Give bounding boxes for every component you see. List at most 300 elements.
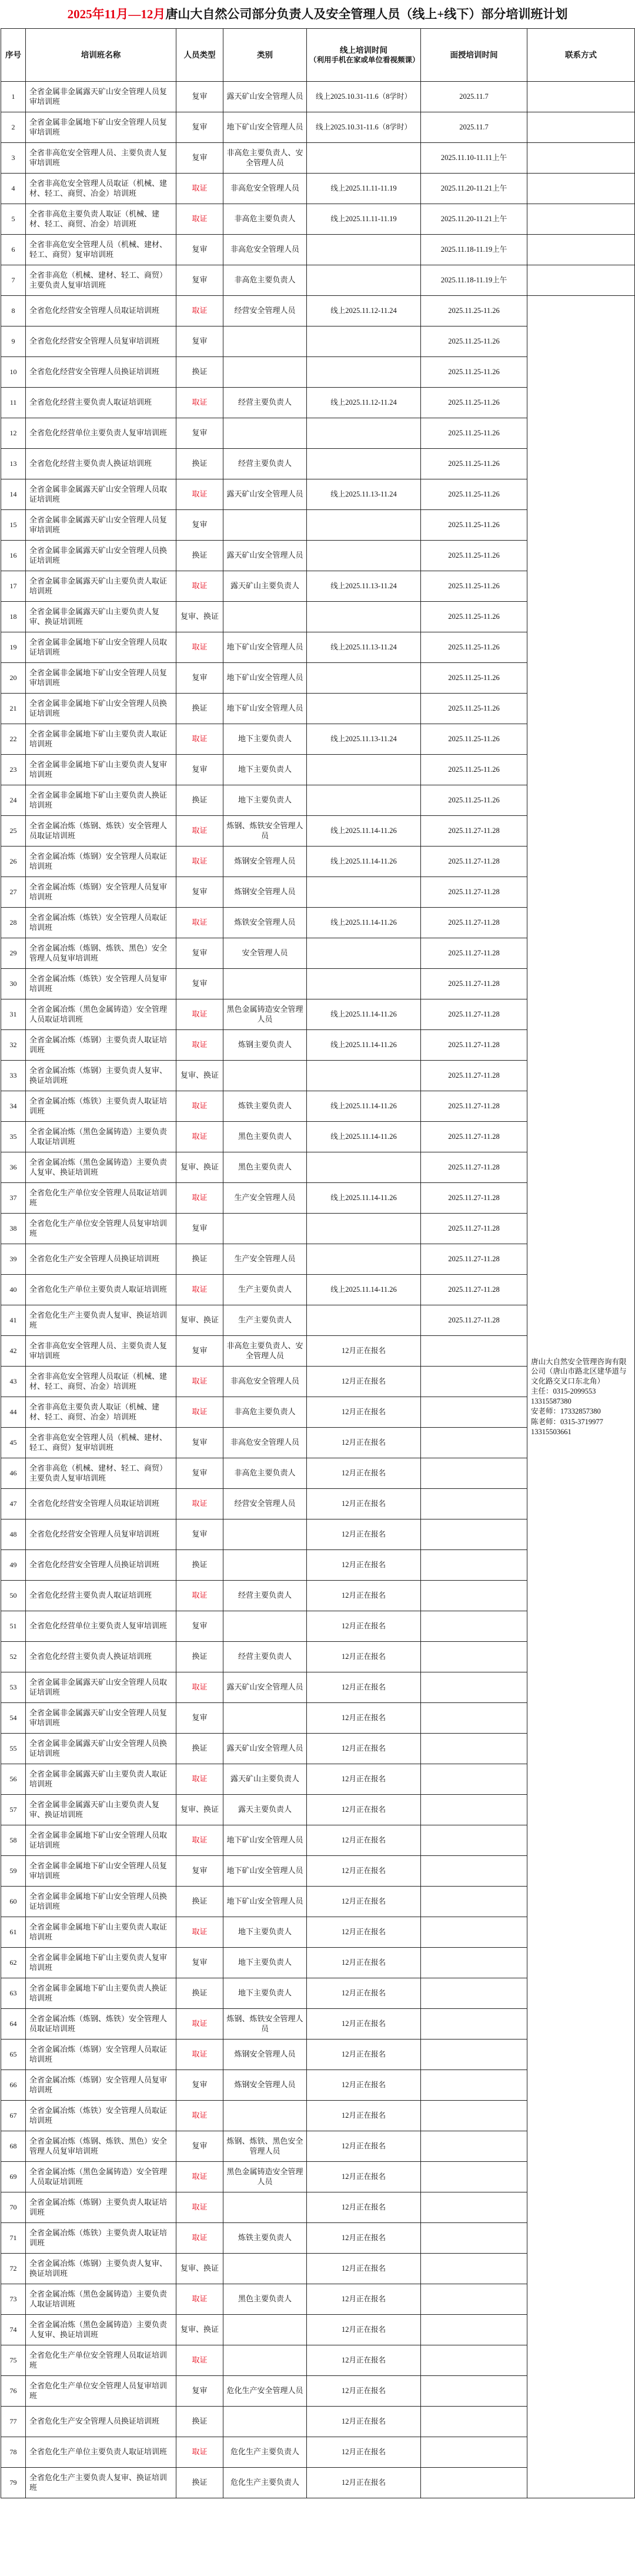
course-name: 全省危化生产主要负责人复审、换证培训班 — [26, 1305, 176, 1336]
course-name: 全省危化生产单位安全管理人员取证培训班 — [26, 2345, 176, 2376]
category-cell: 地下矿山安全管理人员 — [223, 1825, 307, 1856]
category-cell: 黑色主要负责人 — [223, 1152, 307, 1183]
face-to-face-time — [421, 1764, 527, 1795]
online-training-time: 线上2025.11.14-11.26 — [307, 908, 421, 938]
course-name: 全省金属非金属露天矿山安全管理人员复审培训班 — [26, 82, 176, 112]
online-training-time: 12月正在报名 — [307, 2009, 421, 2040]
online-training-time: 12月正在报名 — [307, 2468, 421, 2498]
row-number: 33 — [1, 1061, 26, 1091]
face-to-face-time: 2025.11.25-11.26 — [421, 449, 527, 479]
person-type: 复审 — [176, 1458, 223, 1489]
category-cell — [223, 1061, 307, 1091]
person-type: 取证 — [176, 1764, 223, 1795]
person-type: 换证 — [176, 694, 223, 724]
row-number: 3 — [1, 143, 26, 174]
person-type: 取证 — [176, 1581, 223, 1611]
online-training-time: 线上2025.11.11-11.19 — [307, 174, 421, 204]
course-name: 全省金属非金属地下矿山安全管理人员复审培训班 — [26, 112, 176, 143]
online-training-time: 线上2025.11.13-11.24 — [307, 724, 421, 755]
person-type: 复审 — [176, 938, 223, 969]
person-type: 取证 — [176, 1183, 223, 1214]
online-training-time — [307, 1061, 421, 1091]
face-to-face-time — [421, 1795, 527, 1825]
face-to-face-time — [421, 2162, 527, 2192]
course-name: 全省非高危（机械、建材、轻工、商贸）主要负责人复审培训班 — [26, 265, 176, 296]
online-training-time — [307, 1214, 421, 1244]
row-number: 74 — [1, 2315, 26, 2345]
course-name: 全省危化经营主要负责人换证培训班 — [26, 1642, 176, 1672]
online-training-time: 线上2025.11.14-11.26 — [307, 847, 421, 877]
person-type: 复审、换证 — [176, 1305, 223, 1336]
category-cell: 非高危安全管理人员 — [223, 1428, 307, 1458]
online-training-time — [307, 755, 421, 785]
row-number: 75 — [1, 2345, 26, 2376]
person-type: 取证 — [176, 2162, 223, 2192]
person-type: 复审 — [176, 1703, 223, 1734]
row-number: 58 — [1, 1825, 26, 1856]
online-training-time: 12月正在报名 — [307, 1764, 421, 1795]
online-training-time: 12月正在报名 — [307, 1703, 421, 1734]
category-cell: 经营主要负责人 — [223, 1581, 307, 1611]
online-training-time: 12月正在报名 — [307, 1519, 421, 1550]
row-number: 63 — [1, 1978, 26, 2009]
face-to-face-time: 2025.11.18-11.19上午 — [421, 235, 527, 265]
category-cell — [223, 1703, 307, 1734]
person-type: 复审 — [176, 510, 223, 541]
person-type: 取证 — [176, 1672, 223, 1703]
row-number: 16 — [1, 541, 26, 571]
person-type: 取证 — [176, 2009, 223, 2040]
course-name: 全省金属非金属露天矿山安全管理人员换证培训班 — [26, 541, 176, 571]
face-to-face-time: 2025.11.27-11.28 — [421, 816, 527, 847]
category-cell: 炼钢安全管理人员 — [223, 2070, 307, 2101]
course-name: 全省金属冶炼（炼钢）主要负责人复审、换证培训班 — [26, 2254, 176, 2284]
row-number: 22 — [1, 724, 26, 755]
row-number: 13 — [1, 449, 26, 479]
face-to-face-time: 2025.11.27-11.28 — [421, 1091, 527, 1122]
person-type: 复审 — [176, 1428, 223, 1458]
online-training-time: 线上2025.11.14-11.26 — [307, 1183, 421, 1214]
face-to-face-time: 2025.11.10-11.11上午 — [421, 143, 527, 174]
row-number: 65 — [1, 2040, 26, 2070]
person-type: 取证 — [176, 1917, 223, 1948]
online-training-time: 12月正在报名 — [307, 1428, 421, 1458]
face-to-face-time — [421, 1734, 527, 1764]
category-cell — [223, 357, 307, 388]
category-cell: 危化生产安全管理人员 — [223, 2376, 307, 2407]
course-name: 全省金属冶炼（炼钢、炼铁）安全管理人员取证培训班 — [26, 2009, 176, 2040]
face-to-face-time: 2025.11.27-11.28 — [421, 1275, 527, 1305]
course-name: 全省危化生产安全管理人员换证培训班 — [26, 1244, 176, 1275]
category-cell: 地下主要负责人 — [223, 1978, 307, 2009]
person-type: 复审 — [176, 1214, 223, 1244]
course-name: 全省金属冶炼（黑色金属铸造）主要负责人复审、换证培训班 — [26, 2315, 176, 2345]
category-cell: 地下矿山安全管理人员 — [223, 632, 307, 663]
category-cell: 经营主要负责人 — [223, 388, 307, 418]
person-type: 复审 — [176, 1336, 223, 1367]
face-to-face-time — [421, 2192, 527, 2223]
category-cell: 露天矿山安全管理人员 — [223, 479, 307, 510]
row-number: 40 — [1, 1275, 26, 1305]
row-number: 78 — [1, 2437, 26, 2468]
course-name: 全省金属非金属露天矿山主要负责人复审、换证培训班 — [26, 602, 176, 632]
face-to-face-time: 2025.11.25-11.26 — [421, 724, 527, 755]
online-training-time: 线上2025.11.11-11.19 — [307, 204, 421, 235]
table-row — [1, 112, 635, 143]
course-name: 全省危化经营单位主要负责人复审培训班 — [26, 1611, 176, 1642]
row-number: 37 — [1, 1183, 26, 1214]
person-type: 换证 — [176, 1244, 223, 1275]
category-cell: 炼铁安全管理人员 — [223, 908, 307, 938]
course-name: 全省金属非金属露天矿山安全管理人员取证培训班 — [26, 479, 176, 510]
row-number: 49 — [1, 1550, 26, 1581]
table-row — [1, 174, 635, 204]
person-type: 换证 — [176, 1734, 223, 1764]
course-name: 全省危化经营安全管理人员取证培训班 — [26, 296, 176, 326]
face-to-face-time — [421, 1978, 527, 2009]
course-name: 全省金属非金属露天矿山安全管理人员复审培训班 — [26, 1703, 176, 1734]
row-number: 47 — [1, 1489, 26, 1519]
online-training-time: 12月正在报名 — [307, 1397, 421, 1428]
row-number: 17 — [1, 571, 26, 602]
person-type: 换证 — [176, 1978, 223, 2009]
course-name: 全省金属冶炼（炼钢）主要负责人复审、换证培训班 — [26, 1061, 176, 1091]
course-name: 全省金属非金属地下矿山主要负责人取证培训班 — [26, 1917, 176, 1948]
person-type: 复审 — [176, 235, 223, 265]
face-to-face-time: 2025.11.25-11.26 — [421, 326, 527, 357]
face-to-face-time — [421, 1703, 527, 1734]
face-to-face-time: 2025.11.20-11.21上午 — [421, 204, 527, 235]
row-number: 28 — [1, 908, 26, 938]
header-row — [1, 29, 635, 82]
category-cell: 炼钢、炼铁安全管理人员 — [223, 816, 307, 847]
row-number: 57 — [1, 1795, 26, 1825]
row-number: 79 — [1, 2468, 26, 2498]
category-cell: 炼钢、炼铁、黑色安全管理人员 — [223, 2131, 307, 2162]
category-cell — [223, 326, 307, 357]
course-name: 全省金属冶炼（炼钢）主要负责人取证培训班 — [26, 1030, 176, 1061]
face-to-face-time: 2025.11.27-11.28 — [421, 1122, 527, 1152]
online-training-time — [307, 449, 421, 479]
category-cell: 危化生产主要负责人 — [223, 2437, 307, 2468]
page-title — [0, 0, 635, 28]
course-name: 全省金属冶炼（炼铁）主要负责人取证培训班 — [26, 1091, 176, 1122]
person-type: 取证 — [176, 999, 223, 1030]
row-number: 27 — [1, 877, 26, 908]
person-type: 复审 — [176, 1948, 223, 1978]
row-number: 25 — [1, 816, 26, 847]
online-training-time: 线上2025.11.14-11.26 — [307, 999, 421, 1030]
online-training-time — [307, 235, 421, 265]
person-type: 复审 — [176, 663, 223, 694]
row-number: 31 — [1, 999, 26, 1030]
face-to-face-time: 2025.11.20-11.21上午 — [421, 174, 527, 204]
category-cell: 露天矿山安全管理人员 — [223, 82, 307, 112]
row-number: 61 — [1, 1917, 26, 1948]
course-name: 全省金属非金属地下矿山主要负责人换证培训班 — [26, 785, 176, 816]
course-name: 全省金属非金属地下矿山主要负责人取证培训班 — [26, 724, 176, 755]
category-cell — [223, 2254, 307, 2284]
online-training-time: 12月正在报名 — [307, 2070, 421, 2101]
online-training-time: 12月正在报名 — [307, 2101, 421, 2131]
face-to-face-time: 2025.11.27-11.28 — [421, 1183, 527, 1214]
header-contact: 联系方式 — [527, 29, 635, 82]
course-name: 全省非高危安全管理人员、主要负责人复审培训班 — [26, 143, 176, 174]
person-type: 取证 — [176, 388, 223, 418]
online-training-time — [307, 357, 421, 388]
person-type: 复审、换证 — [176, 602, 223, 632]
row-number: 23 — [1, 755, 26, 785]
category-cell — [223, 1550, 307, 1581]
row-number: 4 — [1, 174, 26, 204]
training-plan-table — [1, 28, 635, 2498]
person-type: 取证 — [176, 1397, 223, 1428]
face-to-face-time: 2025.11.27-11.28 — [421, 908, 527, 938]
person-type: 复审 — [176, 1519, 223, 1550]
category-cell: 黑色金属铸造安全管理人员 — [223, 2162, 307, 2192]
row-number: 66 — [1, 2070, 26, 2101]
person-type: 换证 — [176, 2407, 223, 2437]
person-type: 复审 — [176, 755, 223, 785]
online-training-time — [307, 326, 421, 357]
course-name: 全省危化生产主要负责人复审、换证培训班 — [26, 2468, 176, 2498]
person-type: 取证 — [176, 1367, 223, 1397]
face-to-face-time: 2025.11.25-11.26 — [421, 602, 527, 632]
header-person-type: 人员类型 — [176, 29, 223, 82]
row-number: 60 — [1, 1887, 26, 1917]
face-to-face-time — [421, 2468, 527, 2498]
face-to-face-time — [421, 1917, 527, 1948]
row-number: 62 — [1, 1948, 26, 1978]
person-type: 复审、换证 — [176, 2315, 223, 2345]
face-to-face-time — [421, 1948, 527, 1978]
online-training-time: 线上2025.11.14-11.26 — [307, 1275, 421, 1305]
online-training-time: 12月正在报名 — [307, 2254, 421, 2284]
row-number: 69 — [1, 2162, 26, 2192]
row-number: 26 — [1, 847, 26, 877]
course-name: 全省危化生产安全管理人员换证培训班 — [26, 2407, 176, 2437]
online-training-time: 12月正在报名 — [307, 1887, 421, 1917]
face-to-face-time: 2025.11.18-11.19上午 — [421, 265, 527, 296]
course-name: 全省非高危安全管理人员取证（机械、建材、轻工、商贸、冶金）培训班 — [26, 1367, 176, 1397]
table-row — [1, 143, 635, 174]
online-training-time: 线上2025.11.14-11.26 — [307, 1122, 421, 1152]
person-type: 取证 — [176, 2101, 223, 2131]
online-training-time: 12月正在报名 — [307, 1581, 421, 1611]
online-training-time — [307, 265, 421, 296]
face-to-face-time: 2025.11.25-11.26 — [421, 510, 527, 541]
contact-cell — [527, 265, 635, 296]
face-to-face-time — [421, 2070, 527, 2101]
row-number: 32 — [1, 1030, 26, 1061]
course-name: 全省金属冶炼（炼铁）安全管理人员取证培训班 — [26, 2101, 176, 2131]
course-name: 全省金属冶炼（炼钢、炼铁、黑色）安全管理人员复审培训班 — [26, 2131, 176, 2162]
online-training-time — [307, 1305, 421, 1336]
contact-cell — [527, 143, 635, 174]
course-name: 全省金属非金属地下矿山安全管理人员换证培训班 — [26, 1887, 176, 1917]
person-type: 取证 — [176, 847, 223, 877]
face-to-face-time — [421, 1519, 527, 1550]
row-number: 36 — [1, 1152, 26, 1183]
row-number: 51 — [1, 1611, 26, 1642]
online-training-time — [307, 143, 421, 174]
person-type: 复审 — [176, 418, 223, 449]
row-number: 76 — [1, 2376, 26, 2407]
course-name: 全省金属冶炼（炼钢、炼铁）安全管理人员取证培训班 — [26, 816, 176, 847]
contact-line: 安老师：17332857380 — [531, 1407, 601, 1416]
contact-cell — [527, 174, 635, 204]
face-to-face-time — [421, 1611, 527, 1642]
course-name: 全省金属非金属地下矿山安全管理人员复审培训班 — [26, 663, 176, 694]
header-online-note: （利用手机在家或单位看视频课） — [309, 56, 420, 65]
course-name: 全省非高危安全管理人员（机械、建材、轻工、商贸）复审培训班 — [26, 235, 176, 265]
course-name: 全省危化经营安全管理人员换证培训班 — [26, 357, 176, 388]
face-to-face-time: 2025.11.25-11.26 — [421, 755, 527, 785]
row-number: 46 — [1, 1458, 26, 1489]
online-training-time: 12月正在报名 — [307, 2407, 421, 2437]
face-to-face-time: 2025.11.25-11.26 — [421, 296, 527, 326]
course-name: 全省金属非金属露天矿山主要负责人取证培训班 — [26, 1764, 176, 1795]
online-training-time: 12月正在报名 — [307, 2284, 421, 2315]
category-cell: 炼钢安全管理人员 — [223, 877, 307, 908]
table-row — [1, 265, 635, 296]
person-type: 取证 — [176, 204, 223, 235]
face-to-face-time: 2025.11.25-11.26 — [421, 571, 527, 602]
category-cell: 露天矿山安全管理人员 — [223, 1672, 307, 1703]
category-cell: 黑色主要负责人 — [223, 1122, 307, 1152]
row-number: 71 — [1, 2223, 26, 2254]
category-cell: 生产主要负责人 — [223, 1305, 307, 1336]
person-type: 取证 — [176, 2437, 223, 2468]
course-name: 全省危化经营主要负责人取证培训班 — [26, 1581, 176, 1611]
row-number: 41 — [1, 1305, 26, 1336]
face-to-face-time — [421, 1825, 527, 1856]
category-cell: 生产主要负责人 — [223, 1275, 307, 1305]
contact-info — [527, 296, 635, 2498]
row-number: 55 — [1, 1734, 26, 1764]
person-type: 换证 — [176, 449, 223, 479]
course-name: 全省危化生产单位安全管理人员复审培训班 — [26, 2376, 176, 2407]
category-cell: 露天矿山主要负责人 — [223, 571, 307, 602]
row-number: 18 — [1, 602, 26, 632]
table-header — [1, 29, 635, 82]
category-cell: 地下矿山安全管理人员 — [223, 1856, 307, 1887]
person-type: 取证 — [176, 724, 223, 755]
category-cell — [223, 2315, 307, 2345]
face-to-face-time — [421, 2315, 527, 2345]
online-training-time — [307, 938, 421, 969]
online-training-time: 线上2025.11.14-11.26 — [307, 1030, 421, 1061]
course-name: 全省金属冶炼（炼钢）安全管理人员取证培训班 — [26, 2040, 176, 2070]
person-type: 复审、换证 — [176, 1061, 223, 1091]
category-cell: 露天矿山主要负责人 — [223, 1764, 307, 1795]
course-name: 全省金属冶炼（黑色金属铸造）主要负责人复审、换证培训班 — [26, 1152, 176, 1183]
person-type: 换证 — [176, 785, 223, 816]
row-number: 54 — [1, 1703, 26, 1734]
header-face-time: 面授培训时间 — [421, 29, 527, 82]
category-cell — [223, 510, 307, 541]
face-to-face-time — [421, 2223, 527, 2254]
category-cell: 炼钢、炼铁安全管理人员 — [223, 2009, 307, 2040]
face-to-face-time: 2025.11.7 — [421, 82, 527, 112]
course-name: 全省危化经营安全管理人员换证培训班 — [26, 1550, 176, 1581]
person-type: 复审 — [176, 2131, 223, 2162]
row-number: 70 — [1, 2192, 26, 2223]
category-cell: 炼铁主要负责人 — [223, 2223, 307, 2254]
course-name: 全省危化生产单位安全管理人员取证培训班 — [26, 1183, 176, 1214]
online-training-time — [307, 541, 421, 571]
person-type: 取证 — [176, 1122, 223, 1152]
category-cell: 经营安全管理人员 — [223, 1489, 307, 1519]
category-cell — [223, 1214, 307, 1244]
person-type: 复审 — [176, 82, 223, 112]
category-cell: 地下主要负责人 — [223, 1917, 307, 1948]
category-cell: 非高危主要负责人 — [223, 1397, 307, 1428]
category-cell: 地下矿山安全管理人员 — [223, 112, 307, 143]
course-name: 全省非高危主要负责人取证（机械、建材、轻工、商贸、冶金）培训班 — [26, 204, 176, 235]
row-number: 59 — [1, 1856, 26, 1887]
face-to-face-time: 2025.11.25-11.26 — [421, 541, 527, 571]
category-cell: 黑色金属铸造安全管理人员 — [223, 999, 307, 1030]
row-number: 73 — [1, 2284, 26, 2315]
course-name: 全省金属非金属地下矿山安全管理人员复审培训班 — [26, 1856, 176, 1887]
face-to-face-time — [421, 2345, 527, 2376]
person-type: 复审 — [176, 2070, 223, 2101]
contact-cell — [527, 235, 635, 265]
person-type: 复审 — [176, 143, 223, 174]
course-name: 全省非高危（机械、建材、轻工、商贸）主要负责人复审培训班 — [26, 1458, 176, 1489]
category-cell: 生产安全管理人员 — [223, 1244, 307, 1275]
table-row — [1, 82, 635, 112]
category-cell: 非高危主要负责人、安全管理人员 — [223, 143, 307, 174]
course-name: 全省危化经营主要负责人换证培训班 — [26, 449, 176, 479]
face-to-face-time — [421, 1550, 527, 1581]
online-training-time: 12月正在报名 — [307, 1642, 421, 1672]
online-training-time: 12月正在报名 — [307, 2223, 421, 2254]
course-name: 全省金属非金属露天矿山安全管理人员复审培训班 — [26, 510, 176, 541]
table-row — [1, 204, 635, 235]
category-cell: 生产安全管理人员 — [223, 1183, 307, 1214]
person-type: 取证 — [176, 2345, 223, 2376]
online-training-time: 线上2025.10.31-11.6（8学时） — [307, 82, 421, 112]
table-row — [1, 235, 635, 265]
table-body — [1, 82, 635, 2498]
person-type: 取证 — [176, 174, 223, 204]
course-name: 全省非高危主要负责人取证（机械、建材、轻工、商贸、冶金）培训班 — [26, 1397, 176, 1428]
category-cell: 黑色主要负责人 — [223, 2284, 307, 2315]
course-name: 全省金属非金属地下矿山主要负责人复审培训班 — [26, 755, 176, 785]
person-type: 复审 — [176, 1611, 223, 1642]
face-to-face-time — [421, 2131, 527, 2162]
header-no: 序号 — [1, 29, 26, 82]
course-name: 全省金属非金属地下矿山安全管理人员换证培训班 — [26, 694, 176, 724]
online-training-time — [307, 785, 421, 816]
row-number: 14 — [1, 479, 26, 510]
course-name: 全省金属冶炼（炼铁）安全管理人员取证培训班 — [26, 908, 176, 938]
category-cell — [223, 969, 307, 999]
course-name: 全省非高危安全管理人员取证（机械、建材、轻工、商贸、冶金）培训班 — [26, 174, 176, 204]
row-number: 20 — [1, 663, 26, 694]
category-cell — [223, 1611, 307, 1642]
person-type: 取证 — [176, 1275, 223, 1305]
category-cell: 露天主要负责人 — [223, 1795, 307, 1825]
category-cell: 经营主要负责人 — [223, 449, 307, 479]
course-name: 全省危化生产单位主要负责人取证培训班 — [26, 1275, 176, 1305]
face-to-face-time — [421, 1428, 527, 1458]
row-number: 15 — [1, 510, 26, 541]
row-number: 12 — [1, 418, 26, 449]
online-training-time — [307, 418, 421, 449]
